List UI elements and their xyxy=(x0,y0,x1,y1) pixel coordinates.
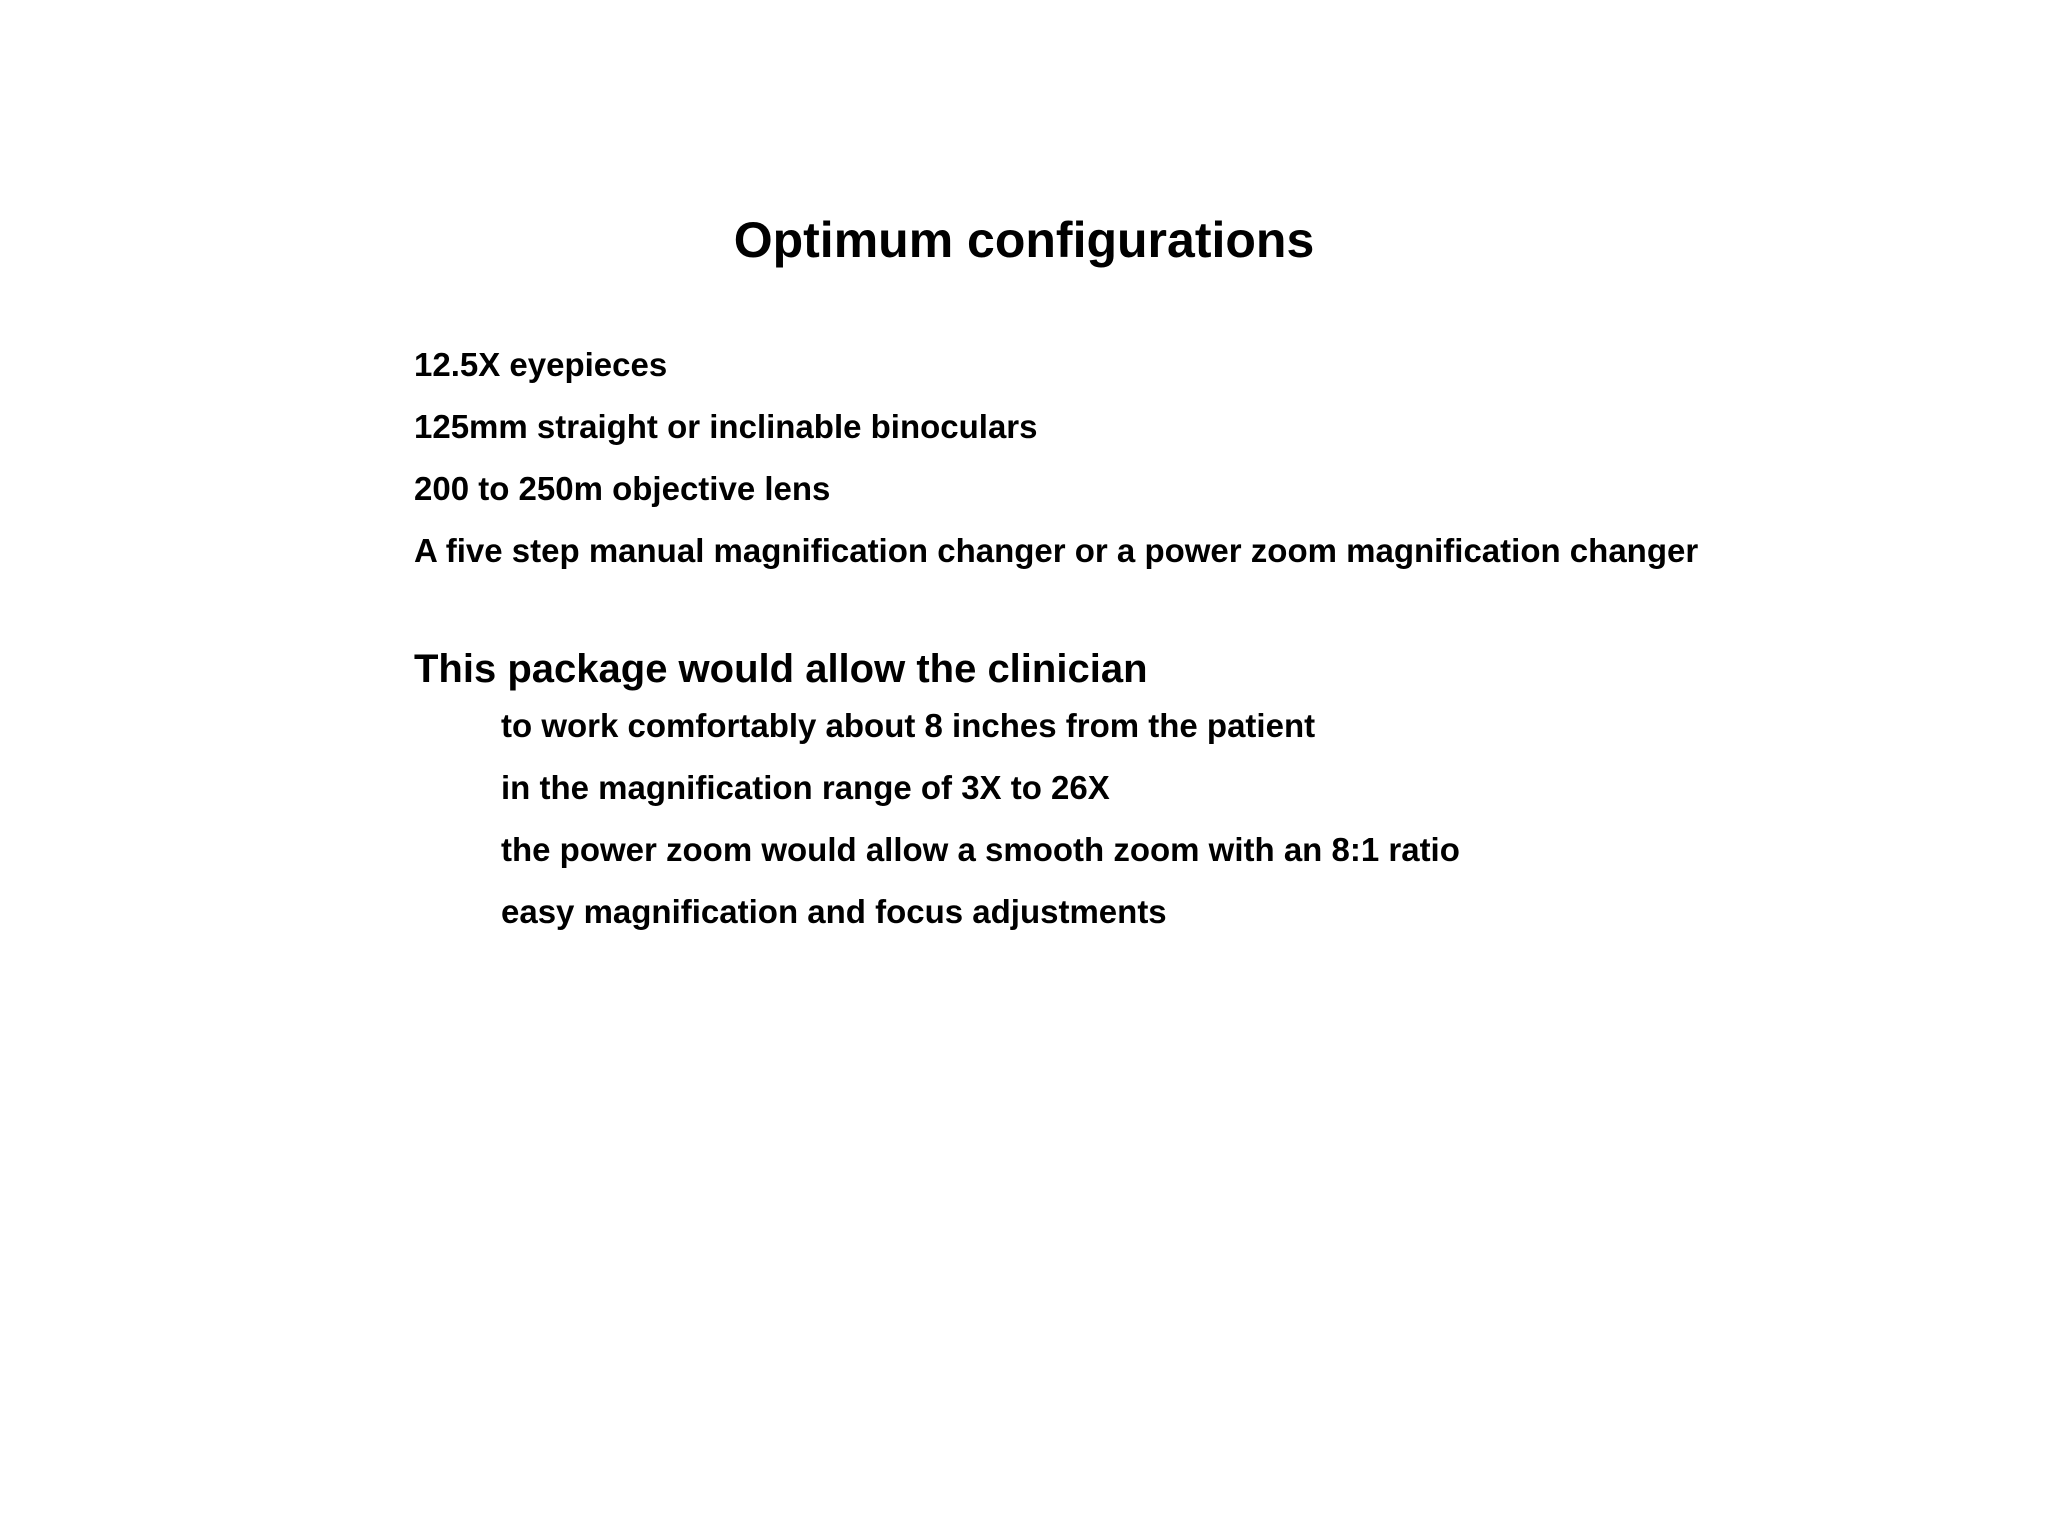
list-item: to work comfortably about 8 inches from the patient xyxy=(501,707,1316,744)
slide-title: Optimum configurations xyxy=(733,212,1315,268)
list-item: 12.5X eyepieces xyxy=(414,346,668,383)
package-heading: This package would allow the clinician xyxy=(414,647,1148,691)
benefit-list xyxy=(501,706,1460,954)
list-item: 125mm straight or inclinable binoculars xyxy=(414,408,1038,445)
list-item: 200 to 250m objective lens xyxy=(414,470,831,507)
list-item: A five step manual magnification changer or a power zoom magnification changer xyxy=(414,532,1699,569)
configuration-list xyxy=(414,345,1698,593)
list-item: the power zoom would allow a smooth zoom with an 8:1 ratio xyxy=(501,831,1460,868)
list-item: easy magnification and focus adjustments xyxy=(501,893,1167,930)
list-item: in the magnification range of 3X to 26X xyxy=(501,769,1110,806)
